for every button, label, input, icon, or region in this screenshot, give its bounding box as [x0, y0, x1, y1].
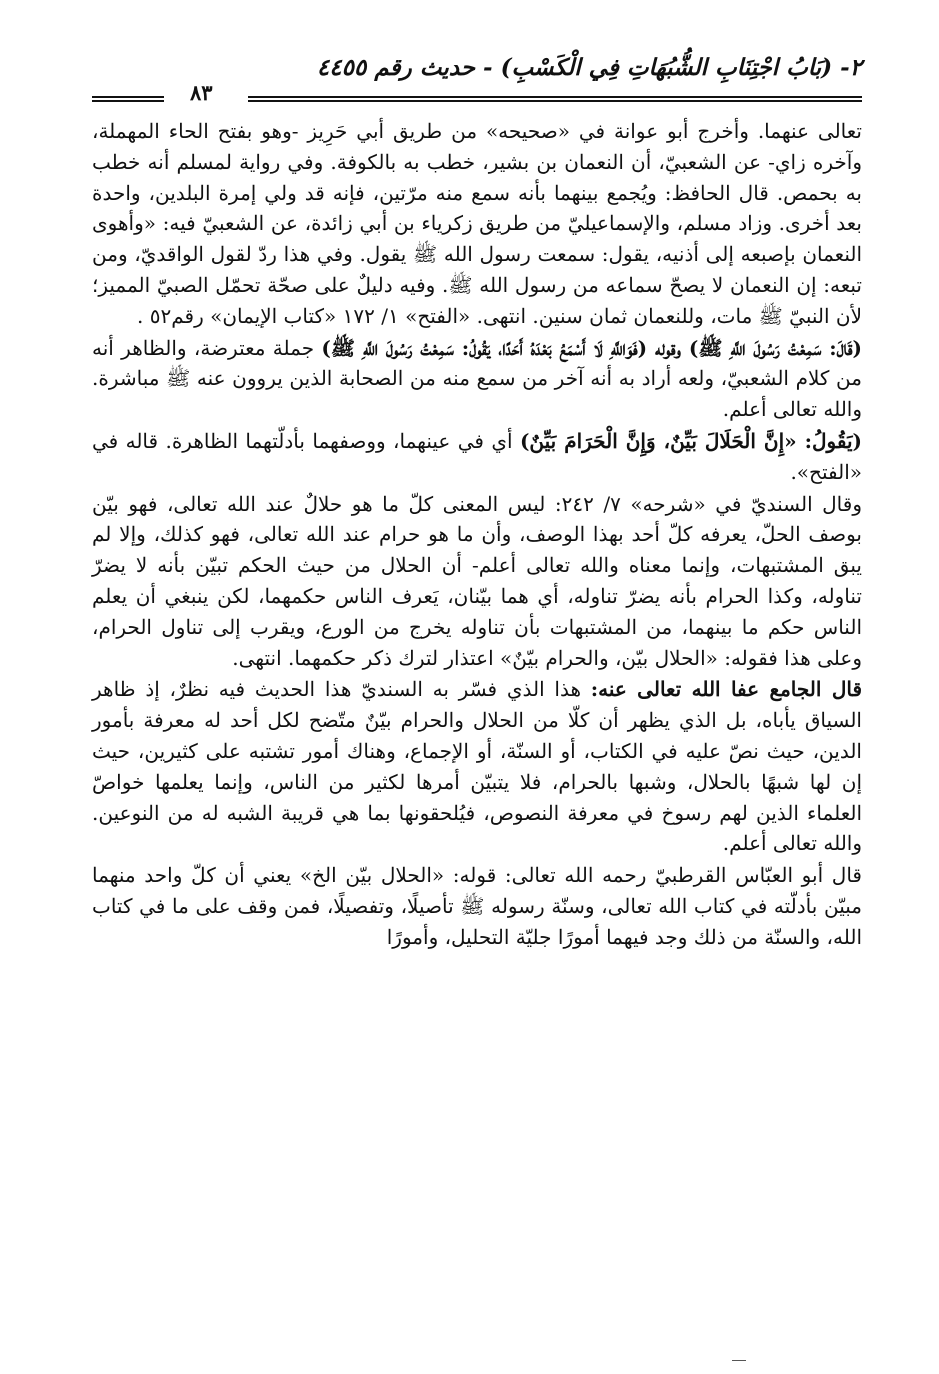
- paragraph-5: [92, 674, 862, 859]
- paragraph-text: جملة معترضة، والظاهر أنه من كلام الشعبيّ، ولعه أراد به أنه آخر من سمع منه من الصحابة الذين يروون عنه ﷺ مباشرة. والله تعالى أعلم.: [92, 335, 862, 422]
- paragraph-1: [92, 116, 862, 332]
- book-page: [92, 52, 862, 954]
- paragraph-text: هذا الذي فسّر به السنديّ هذا الحديث فيه نظرٌ، إذ ظاهر السياق يأباه، بل الذي يظهر أن كلّا من الحلال والحرام بيّنٌ متّضح لكل أحد له معرفة بأمور الدين، حيث نصّ عليه في الكتاب، أو السنّة، أو الإجماع، وهناك أمور تشتبه على كثيرين، حيث إن لها شبهًا بالحلال، وشبها بالحرام، فلا يتبيّن أمرها لكثير من الناس، وإنما يعلمها خواصّ العلماء الذين لهم رسوخ في معرفة النصوص، فيُلحقونها بما هي قريبة الشبه له من النوعين. والله تعالى أعلم.: [92, 677, 862, 856]
- header-rule-short: [92, 96, 164, 102]
- page-number: ٨٣: [190, 80, 213, 105]
- paragraph-text: تعالى عنهما. وأخرج أبو عوانة في «صحيحه» من طريق أبي حَرِيز -وهو بفتح الحاء المهملة، وآخره زاي- عن الشعبيّ، أن النعمان بن بشير، خطب به بالكوفة. وفي رواية لمسلم أنه خطب به بحمص. قال الحافظ: ويُجمع بينهما بأنه سمع منه مرّتين، فإنه قد ولي إمرة البلدين، واحدة بعد أخرى. وزاد مسلم، والإسماعيليّ من طريق زكرياء بن أبي زائدة، عن الشعبيّ فيه: «وأهوى النعمان بإصبعه إلى أذنيه، يقول: سمعت رسول الله ﷺ يقول. وفي هذا ردّ لقول الواقديّ، ومن تبعه: إن النعمان لا يصحّ سماعه من رسول الله ﷺ. وفيه دليلٌ على صحّة تحمّل الصبيّ المميز؛ لأن النبيّ ﷺ مات، وللنعمان ثمان سنين. انتهى. «الفتح» ١/ ١٧٢ «كتاب الإيمان» رقم٥٢ .: [92, 119, 862, 328]
- paragraph-lead: (يَقُولُ: «إِنَّ الْحَلَالَ بَيِّنٌ، وَإِنَّ الْحَرَامَ بَيِّنٌ): [519, 428, 863, 453]
- paragraph-2: [92, 333, 862, 425]
- paragraph-4: [92, 489, 862, 674]
- paragraph-lead: (قَالَ: سَمِعْتُ رَسُولَ اللَّهِ ﷺ) وقوله (فَوَاللَّهِ لَا أَسْمَعُ بَعْدَهُ أَحَدًا، يَقُولُ: سَمِعْتُ رَسُولَ اللَّهِ ﷺ): [321, 335, 863, 360]
- header-rule-long: [248, 96, 862, 102]
- body-text: [92, 116, 862, 953]
- chapter-heading: ٢- (بَابُ اجْتِنَابِ الشُّبُهَاتِ فِي الْكَسْبِ) - حديث رقم ٤٤٥٥: [316, 54, 862, 81]
- paragraph-lead: قال الجامع عفا الله تعالى عنه:: [590, 677, 862, 702]
- paragraph-6: [92, 860, 862, 952]
- paragraph-text: قال أبو العبّاس القرطبيّ رحمه الله تعالى: قوله: «الحلال بيّن الخ» يعني أن كلّ واحد منهما مبيّن بأدلّته في كتاب الله تعالى، وسنّة رسوله ﷺ تأصيلًا، وتفصيلًا، فمن وقف على ما في كتاب الله، والسنّة من ذلك وجد فيهما أمورًا جليّة التحليل، وأمورًا: [92, 863, 862, 949]
- paragraph-3: [92, 426, 862, 488]
- paragraph-text: أي في عينهما، ووصفهما بأدلّتهما الظاهرة. قاله في «الفتح».: [92, 428, 862, 484]
- paragraph-text: وقال السنديّ في «شرحه» ٧/ ٢٤٢: ليس المعنى كلّ ما هو حلالٌ عند الله تعالى، فهو بيّن بوصف الحلّ، يعرفه كلّ أحد بهذا الوصف، وأن ما هو حرام عند الله تعالى، فهو كذلك، وإلا لم يبق المشتبهات، وإنما معناه والله تعالى أعلم- أن الحلال من حيث الحكم تبيّن بأنه لا يضرّ تناوله، وكذا الحرام بأنه يضرّ تناوله، أي هما بيّنان، يَعرف الناس حكمهما، لكن ينبغي أن يعلم الناس حكم ما بينهما، من المشتبهات بأن تناوله يخرج من الورع، ويقرب إلى تناول الحرام، وعلى هذا فقوله: «الحلال بيّن، والحرام بيّنٌ» اعتذار لترك ذكر حكمهما. انتهى.: [92, 491, 862, 670]
- footer-mark: [732, 1360, 746, 1361]
- running-header: [92, 52, 862, 105]
